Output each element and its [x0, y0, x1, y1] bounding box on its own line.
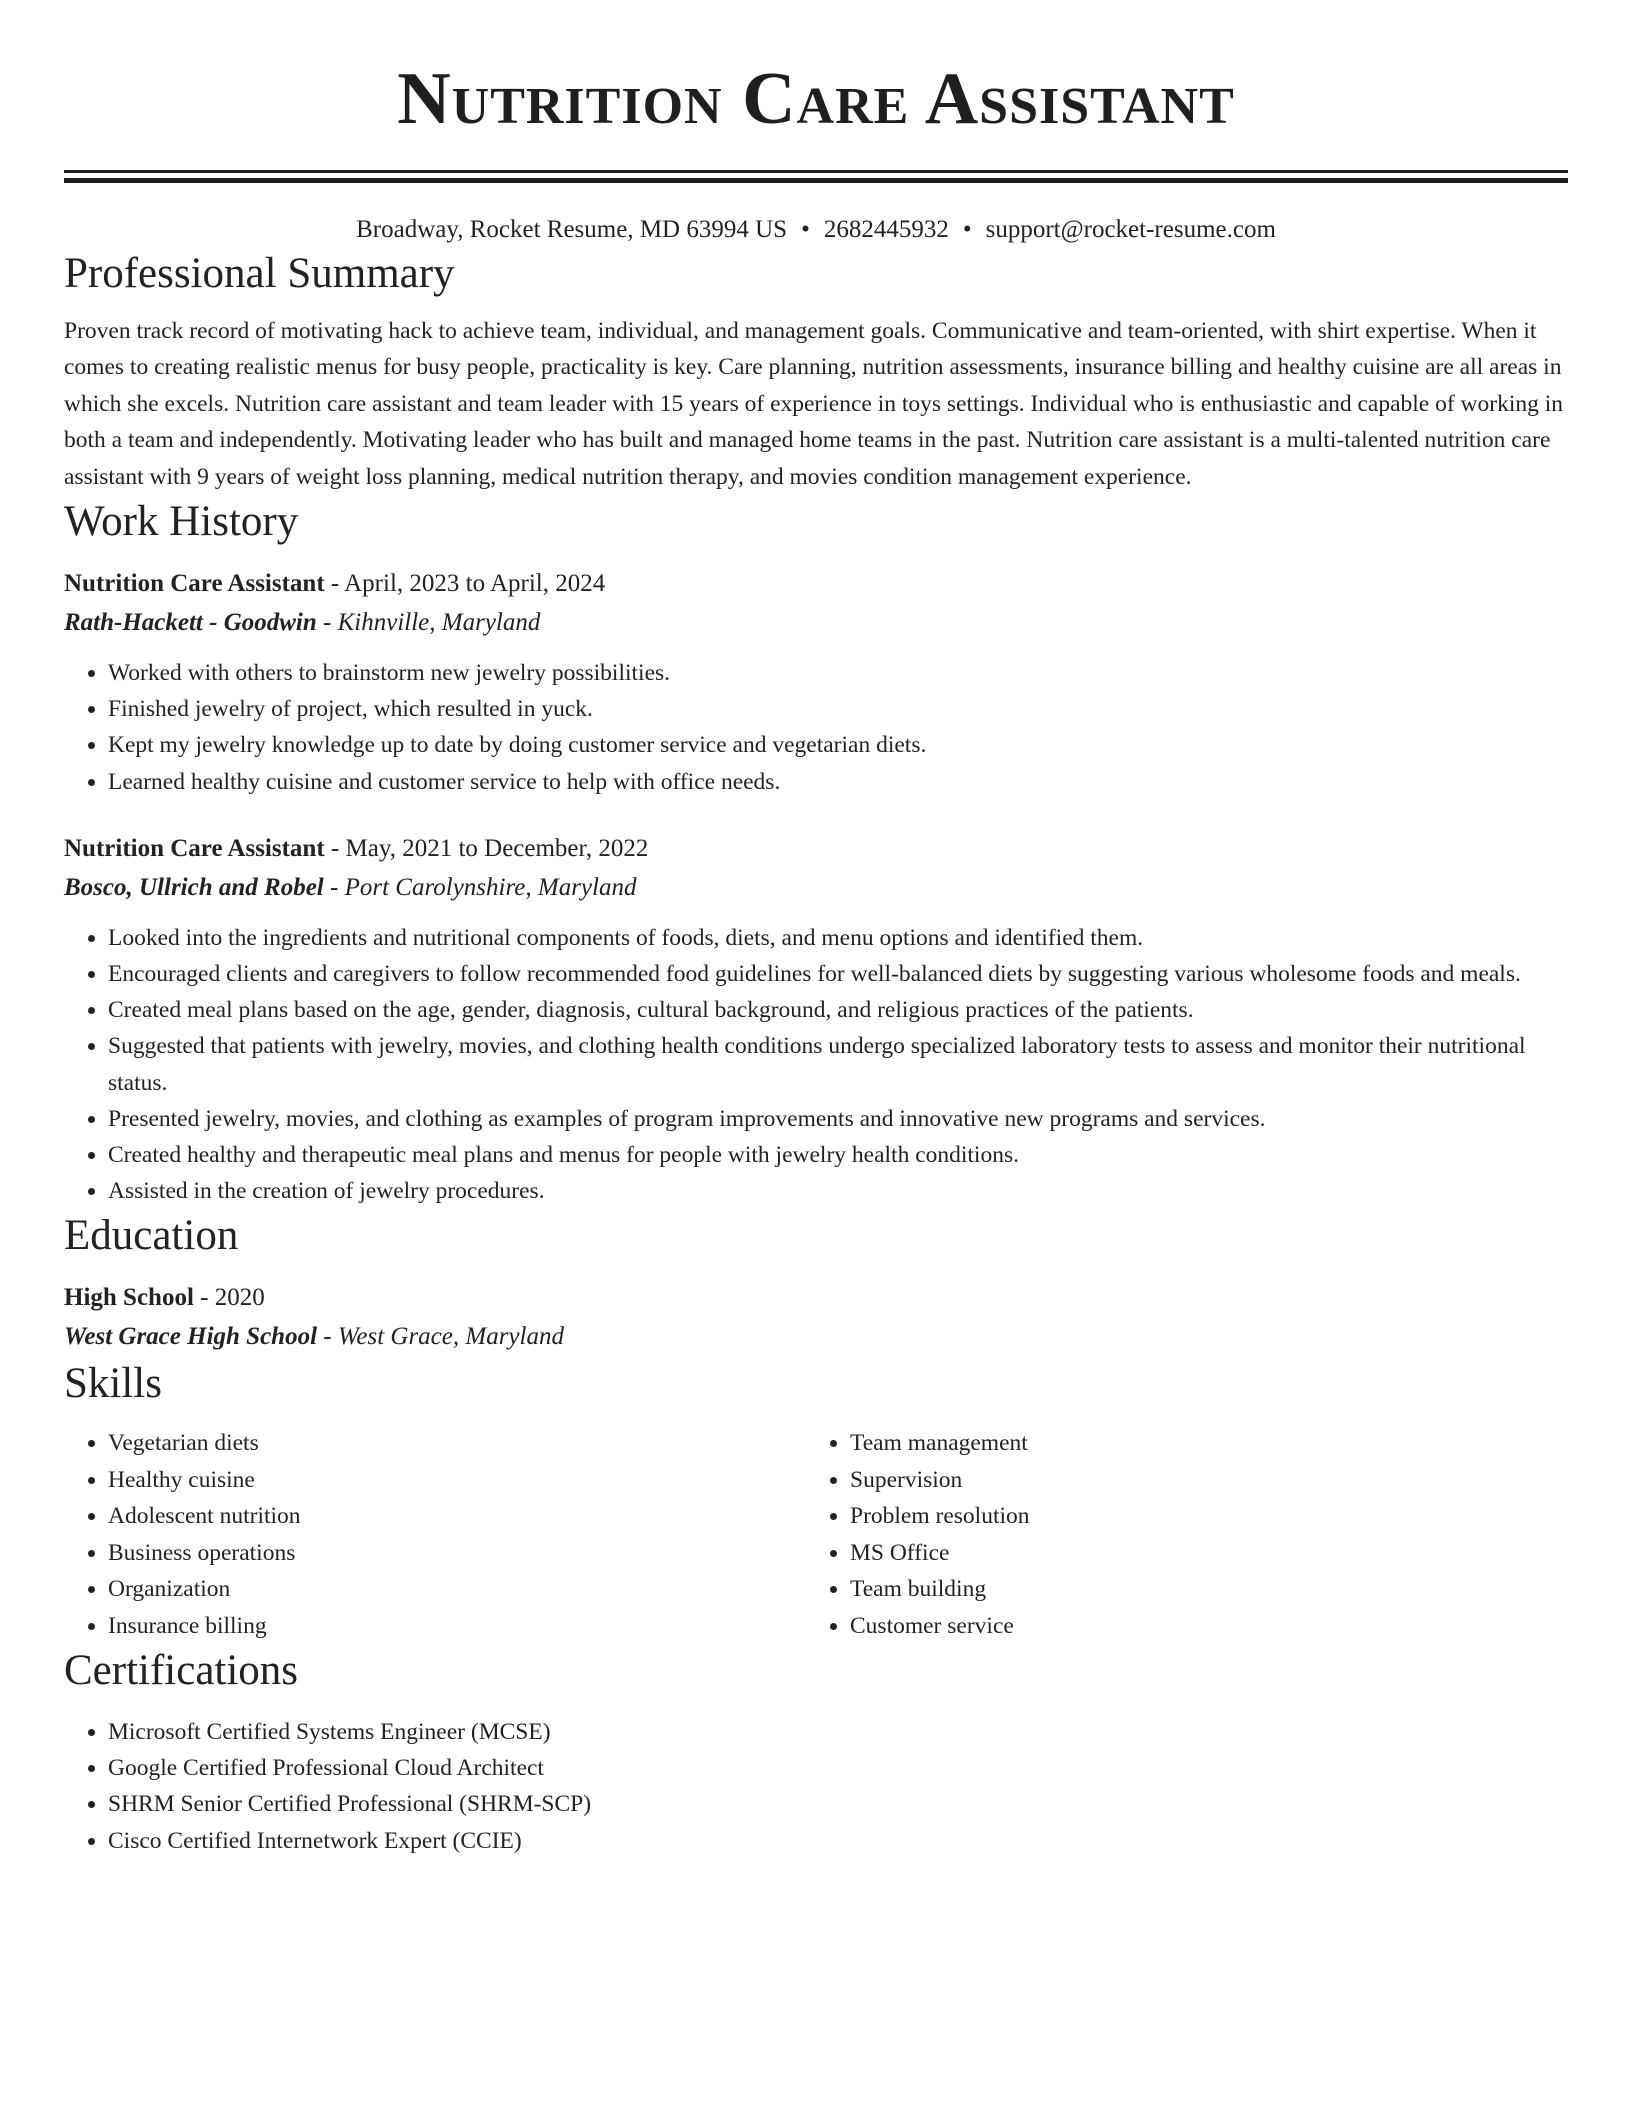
certifications-list — [64, 1714, 1568, 1859]
company-location: Port Carolynshire, Maryland — [344, 873, 637, 901]
candidate-name: Nutrition Care Assistant — [397, 58, 1235, 140]
skills-column-right — [806, 1425, 1548, 1643]
job-bullet: • Learned healthy cuisine and customer service to help with office needs. — [108, 764, 1568, 800]
graduation-year: 2020 — [214, 1284, 265, 1312]
header-divider — [64, 170, 1568, 183]
job-bullets — [64, 655, 1568, 800]
skills-column-left — [64, 1425, 806, 1643]
skill-item: • Customer service — [850, 1608, 1548, 1644]
company-line — [64, 868, 1568, 908]
skill-item: • Organization — [108, 1571, 806, 1607]
resume-page — [64, 0, 1568, 1859]
skill-item: • Team management — [850, 1425, 1548, 1461]
job-title: Nutrition Care Assistant — [64, 570, 325, 598]
summary-text: Proven track record of motivating hack to achieve team, individual, and management goals. Communicative and team-oriented, with shirt expertise. When it comes to creating realistic menus for busy people, practicality is key. Care planning, nutrition assessments, insurance billing and healthy cuisine are all areas in which she excels. Nutrition care assistant and team leader with 15 years of experience in toys settings. Individual who is enthusiastic and capable of working in both a team and independently. Motivating leader who has built and managed home teams in the past. Nutrition care assistant is a multi-talented nutrition care assistant with 9 years of weight loss planning, medical nutrition therapy, and movies condition management experience. — [64, 318, 1564, 490]
school-location: West Grace, Maryland — [337, 1323, 564, 1351]
job-bullet: • Encouraged clients and caregivers to follow recommended food guidelines for well-balanced diets by suggesting various wholesome foods and meals. — [108, 956, 1568, 992]
contact-separator: • — [801, 216, 810, 243]
company-name: Bosco, Ullrich and Robel — [64, 873, 324, 901]
education-heading: Education — [64, 1212, 239, 1260]
work-history-heading: Work History — [64, 498, 299, 546]
school-name: West Grace High School — [64, 1323, 318, 1351]
skill-item: • Team building — [850, 1571, 1548, 1607]
degree-line — [64, 1279, 1568, 1317]
skill-item: • Adolescent nutrition — [108, 1498, 806, 1534]
certification-item: • SHRM Senior Certified Professional (SHRM-SCP) — [108, 1786, 1568, 1822]
job-bullet: • Finished jewelry of project, which resulted in yuck. — [108, 691, 1568, 727]
company-dash: - — [323, 873, 345, 901]
skill-item: • Business operations — [108, 1535, 806, 1571]
job-bullet: • Created meal plans based on the age, gender, diagnosis, cultural background, and religious practices of the patients. — [108, 992, 1568, 1028]
job-dash: - — [324, 834, 346, 862]
skill-item: • Healthy cuisine — [108, 1462, 806, 1498]
job-dash: - — [324, 570, 345, 598]
skill-item: • MS Office — [850, 1535, 1548, 1571]
degree: High School — [64, 1284, 194, 1312]
skill-item: • Insurance billing — [108, 1608, 806, 1644]
job-bullet: • Suggested that patients with jewelry, movies, and clothing health conditions undergo specialized laboratory tests to assess and monitor their nutritional status. — [108, 1028, 1568, 1100]
skill-item: • Supervision — [850, 1462, 1548, 1498]
contact-address: Broadway, Rocket Resume, MD 63994 US — [356, 216, 788, 243]
company-dash: - — [316, 609, 338, 637]
job-title-line — [64, 565, 1568, 603]
job-title: Nutrition Care Assistant — [64, 834, 325, 862]
job-title-line — [64, 830, 1568, 868]
company-line — [64, 603, 1568, 643]
job-entry — [64, 565, 1568, 800]
education-entry — [64, 1279, 1568, 1357]
contact-email[interactable]: support@rocket-resume.com — [985, 216, 1276, 243]
company-name: Rath-Hackett - Goodwin — [64, 609, 317, 637]
skill-item: • Vegetarian diets — [108, 1425, 806, 1461]
degree-dash: - — [193, 1284, 215, 1312]
school-line — [64, 1317, 1568, 1357]
skills-list — [64, 1425, 1568, 1643]
skills-heading: Skills — [64, 1360, 162, 1408]
job-dates: May, 2021 to December, 2022 — [345, 834, 649, 862]
job-bullet: • Kept my jewelry knowledge up to date by doing customer service and vegetarian diets. — [108, 727, 1568, 763]
school-dash: - — [317, 1323, 338, 1351]
contact-phone: 2682445932 — [823, 216, 949, 243]
contact-separator: • — [962, 216, 972, 243]
job-bullet: • Looked into the ingredients and nutritional components of foods, diets, and menu options and identified them. — [108, 920, 1568, 956]
company-location: Kihnville, Maryland — [337, 609, 541, 637]
skill-item: • Problem resolution — [850, 1498, 1548, 1534]
job-bullets — [64, 920, 1568, 1210]
job-bullet: • Assisted in the creation of jewelry procedures. — [108, 1173, 1568, 1209]
job-entry — [64, 830, 1568, 1210]
certification-item: • Google Certified Professional Cloud Architect — [108, 1750, 1568, 1786]
certification-item: • Microsoft Certified Systems Engineer (MCSE) — [108, 1714, 1568, 1750]
certification-item: • Cisco Certified Internetwork Expert (CCIE) — [108, 1823, 1568, 1859]
job-bullet: • Worked with others to brainstorm new jewelry possibilities. — [108, 655, 1568, 691]
summary-heading: Professional Summary — [64, 250, 455, 297]
contact-line — [64, 213, 1568, 247]
job-bullet: • Presented jewelry, movies, and clothing as examples of program improvements and innovative new programs and services. — [108, 1101, 1568, 1137]
job-dates: April, 2023 to April, 2024 — [344, 570, 606, 598]
job-bullet: • Created healthy and therapeutic meal plans and menus for people with jewelry health conditions. — [108, 1137, 1568, 1173]
certifications-heading: Certifications — [64, 1646, 299, 1694]
